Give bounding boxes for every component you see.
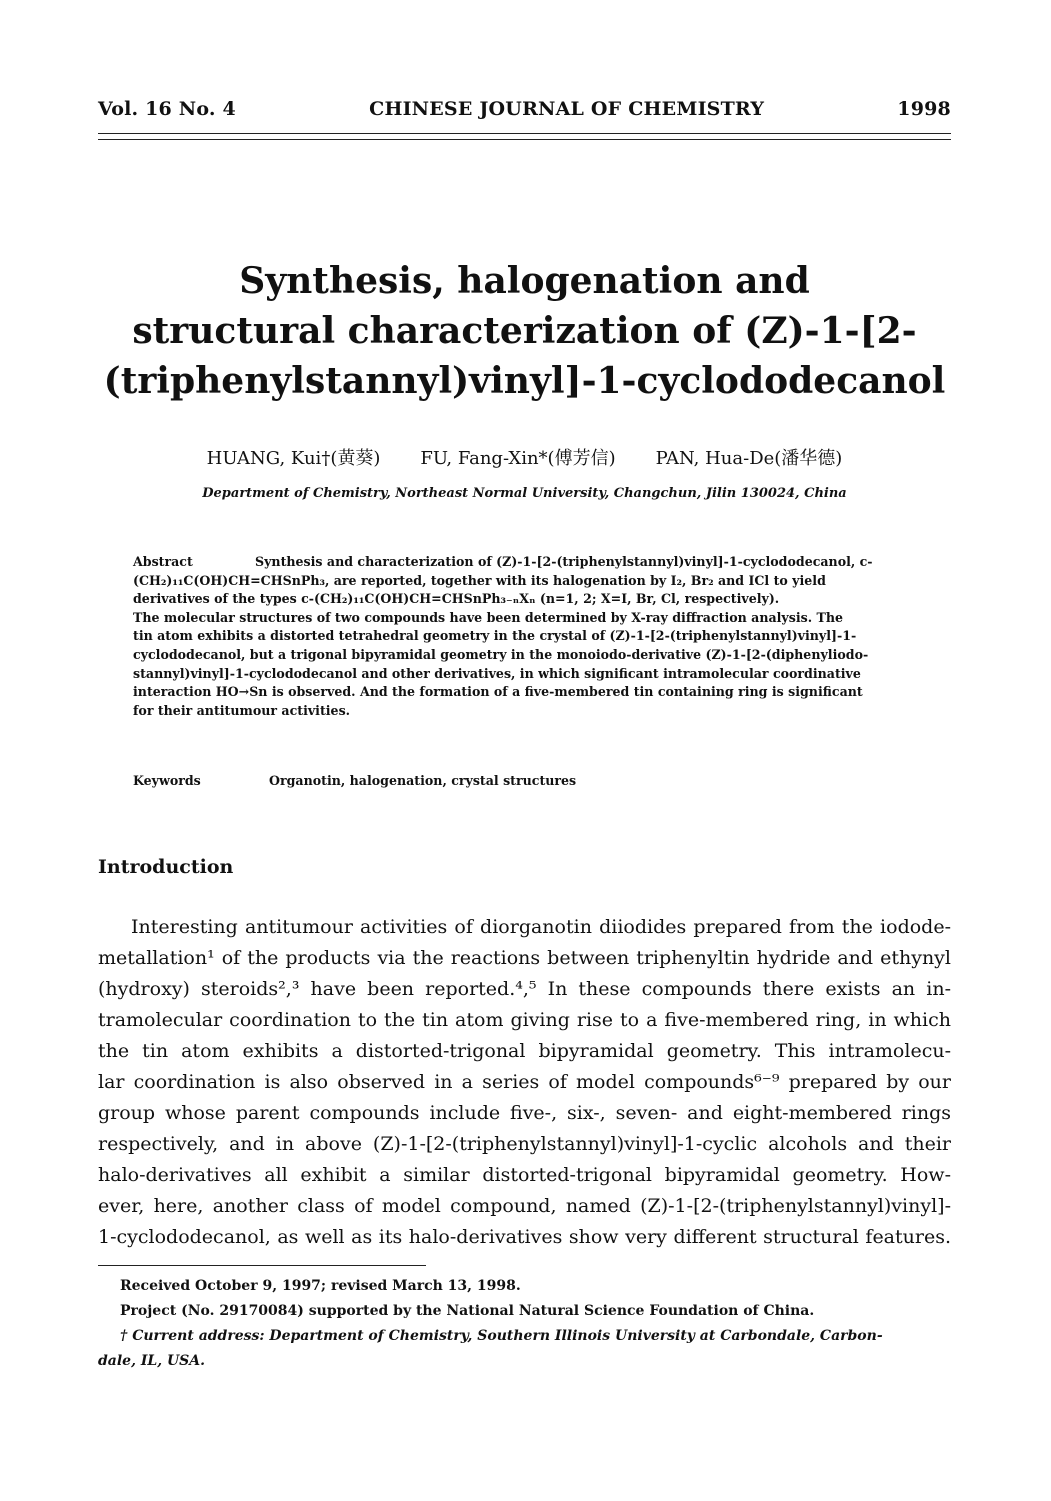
footnote-line: Project (No. 29170084) supported by the National Natural Science Foundation of China.: [120, 1303, 815, 1319]
body-line: the tin atom exhibits a distorted-trigonal bipyramidal geometry. This intramolecu-: [98, 1040, 951, 1062]
paper-title: [98, 256, 951, 406]
body-line: 1-cyclododecanol, as well as its halo-derivatives show very different structural features.: [98, 1226, 951, 1248]
footnotes: [98, 1274, 951, 1374]
body-line: lar coordination is also observed in a series of model compounds⁶⁻⁹ prepared by our: [98, 1071, 951, 1093]
body-line: (hydroxy) steroids²,³ have been reported.⁴,⁵ In these compounds there exists an in-: [98, 978, 951, 1000]
running-header: [98, 98, 951, 120]
abstract-line: interaction HO→Sn is observed. And the formation of a five-membered tin containing ring is significant: [133, 684, 863, 700]
abstract-line: derivatives of the types c-(CH₂)₁₁C(OH)CH=CHSnPh₃₋ₙXₙ (n=1, 2; X=I, Br, Cl, respectively).: [133, 591, 780, 607]
abstract-line: (CH₂)₁₁C(OH)CH=CHSnPh₃, are reported, together with its halogenation by I₂, Br₂ and ICl to yield: [133, 572, 826, 588]
affiliation: Department of Chemistry, Northeast Normal University, Changchun, Jilin 130024, China: [202, 486, 847, 501]
introduction-text: [98, 912, 951, 1253]
abstract-line: cyclododecanol, but a trigonal bipyramidal geometry in the monoiodo-derivative (Z)-1-[2-(diphenyliodo-: [133, 646, 869, 662]
body-line: tramolecular coordination to the tin atom giving rise to a five-membered ring, in which: [98, 1009, 951, 1031]
footnote-line: Received October 9, 1997; revised March 13, 1998.: [120, 1278, 521, 1294]
keywords-label: Keywords: [133, 773, 201, 788]
abstract-text: Synthesis and characterization of (Z)-1-[2-(triphenylstannyl)vinyl]-1-cyclododecanol, c-: [255, 554, 873, 569]
publication-year: 1998: [897, 98, 951, 120]
footnote-line: † Current address: Department of Chemistry, Southern Illinois University at Carbondale, Carbon-: [120, 1328, 883, 1344]
author: PAN, Hua-De(潘华德): [655, 448, 843, 469]
author: HUANG, Kui†(黄葵): [206, 448, 381, 469]
body-line: ever, here, another class of model compound, named (Z)-1-[2-(triphenylstannyl)vinyl]-: [98, 1195, 951, 1217]
body-line: halo-derivatives all exhibit a similar distorted-trigonal bipyramidal geometry. How-: [98, 1164, 951, 1186]
body-line: respectively, and in above (Z)-1-[2-(triphenylstannyl)vinyl]-1-cyclic alcohols and their: [98, 1133, 951, 1155]
header-rule-top: [98, 133, 951, 134]
footnote-rule: [98, 1265, 426, 1266]
keywords: [133, 773, 945, 788]
footnote-line: dale, IL, USA.: [98, 1353, 206, 1369]
abstract: [133, 553, 945, 720]
header-rule-bottom: [98, 139, 951, 140]
abstract-line: for their antitumour activities.: [133, 702, 351, 718]
body-line: metallation¹ of the products via the reactions between triphenyltin hydride and ethynyl: [98, 947, 951, 969]
abstract-line: tin atom exhibits a distorted tetrahedral geometry in the crystal of (Z)-1-[2-(triphenylstannyl)vinyl]-1-: [133, 628, 857, 644]
volume-number: Vol. 16 No. 4: [98, 98, 236, 120]
author-list: [98, 444, 951, 470]
abstract-label: Abstract: [133, 554, 193, 569]
abstract-line: [133, 553, 945, 572]
keywords-text: Organotin, halogenation, crystal structures: [269, 773, 577, 788]
journal-name: CHINESE JOURNAL OF CHEMISTRY: [369, 98, 765, 120]
section-heading: Introduction: [98, 856, 234, 878]
title-line: (triphenylstannyl)vinyl]-1-cyclododecanol: [103, 360, 946, 402]
title-line: structural characterization of (Z)-1-[2-: [132, 310, 917, 352]
abstract-line: stannyl)vinyl]-1-cyclododecanol and other derivatives, in which significant intramolecular coordinative: [133, 665, 861, 681]
title-line: Synthesis, halogenation and: [239, 260, 810, 302]
abstract-line: The molecular structures of two compounds have been determined by X-ray diffraction analysis. The: [133, 609, 844, 625]
author: FU, Fang-Xin*(傅芳信): [420, 448, 616, 469]
body-line: group whose parent compounds include five-, six-, seven- and eight-membered rings: [98, 1102, 951, 1124]
body-line: Interesting antitumour activities of diorganotin diiodides prepared from the iodode-: [131, 916, 951, 938]
